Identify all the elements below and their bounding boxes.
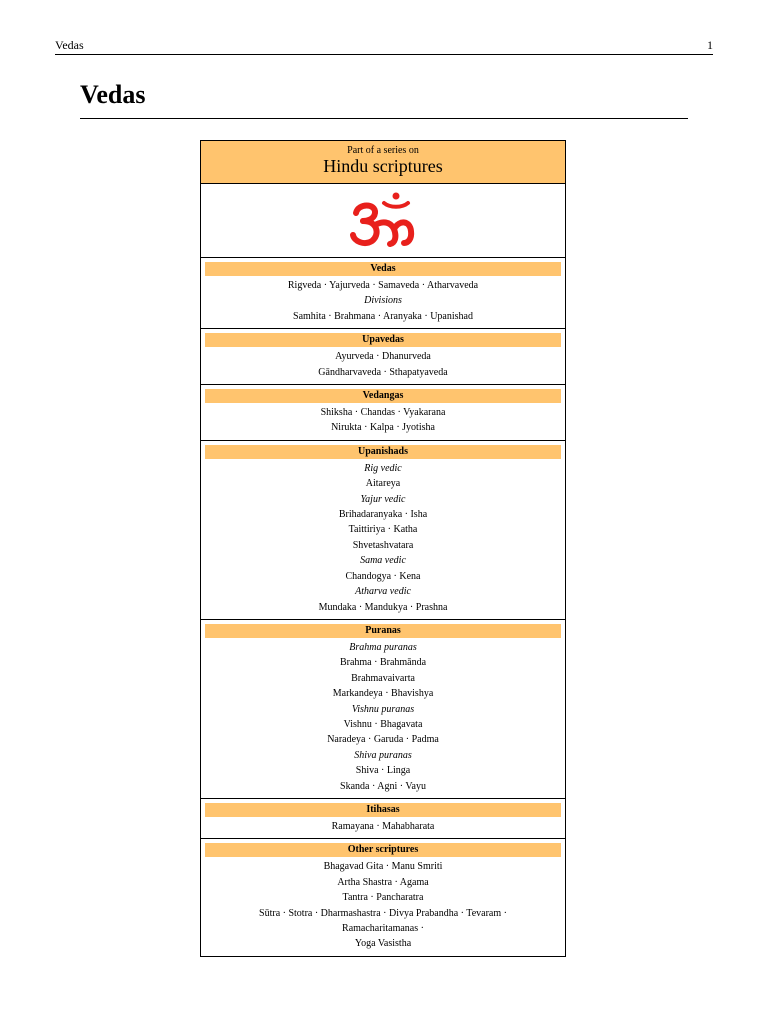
scripture-list-line: Ayurveda · Dhanurveda bbox=[335, 351, 431, 363]
scripture-list-line: Shvetashvatara bbox=[352, 539, 414, 551]
section-heading: Itihasas bbox=[205, 803, 561, 817]
scriptures-infobox bbox=[200, 140, 566, 957]
subsection-label: Sama vedic bbox=[360, 555, 406, 567]
scripture-list-line: Nirukta · Kalpa · Jyotisha bbox=[331, 422, 435, 434]
infobox-section bbox=[201, 258, 565, 329]
scripture-list-line: Rigveda · Yajurveda · Samaveda · Atharvaveda bbox=[287, 280, 479, 291]
scripture-list-line: Ramacharitamanas · bbox=[342, 923, 424, 934]
subsection-label: Rig vedic bbox=[364, 462, 402, 474]
subsection-label: Divisions bbox=[364, 295, 402, 307]
article-title: Vedas bbox=[80, 80, 146, 109]
scripture-list-line: Tantra · Pancharatra bbox=[342, 892, 424, 904]
subsection-label: Yajur vedic bbox=[360, 493, 406, 505]
om-symbol-icon bbox=[348, 191, 418, 251]
infobox-pre-title: Part of a series on bbox=[347, 145, 419, 156]
scripture-list-line: Brahmavaivarta bbox=[351, 672, 415, 684]
scripture-list-line: Naradeya · Garuda · Padma bbox=[327, 734, 439, 746]
infobox-header bbox=[201, 141, 565, 184]
scripture-list-line: Sūtra · Stotra · Dharmashastra · Divya Prabandha · Tevaram · bbox=[259, 907, 507, 919]
infobox-section bbox=[201, 385, 565, 441]
infobox-section bbox=[201, 839, 565, 955]
section-heading: Vedas bbox=[205, 262, 561, 276]
scripture-list-line: Shiva · Linga bbox=[355, 765, 411, 777]
scripture-list-line: Gāndharvaveda · Sthapatyaveda bbox=[318, 366, 448, 378]
scripture-list-line: Vishnu · Bhagavata bbox=[343, 718, 423, 730]
infobox-title: Hindu scriptures bbox=[323, 156, 443, 176]
scripture-list-line: Brihadaranyaka · Isha bbox=[338, 509, 428, 521]
scripture-list-line: Aitareya bbox=[365, 478, 401, 490]
infobox-section bbox=[201, 329, 565, 385]
scripture-list-line: Bhagavad Gita · Manu Smriti bbox=[323, 861, 443, 873]
scripture-list-line: Brahma · Brahmānda bbox=[339, 657, 427, 669]
scripture-list-line: Mundaka · Mandukya · Prashna bbox=[318, 601, 448, 613]
running-header bbox=[55, 38, 713, 55]
infobox-symbol bbox=[201, 184, 565, 258]
scripture-list-line: Yoga Vasistha bbox=[354, 938, 412, 950]
scripture-list-line: Chandogya · Kena bbox=[345, 570, 421, 582]
scripture-list-line: Artha Shastra · Agama bbox=[337, 876, 429, 888]
subsection-label: Brahma puranas bbox=[349, 641, 417, 653]
subsection-label: Vishnu puranas bbox=[351, 703, 415, 715]
page-number: 1 bbox=[707, 38, 713, 52]
subsection-label: Shiva puranas bbox=[354, 749, 412, 761]
section-heading: Vedangas bbox=[205, 389, 561, 403]
section-heading: Puranas bbox=[205, 624, 561, 638]
scripture-list-line: Skanda · Agni · Vayu bbox=[340, 780, 426, 792]
infobox-section bbox=[201, 620, 565, 799]
scripture-list-line: Shiksha · Chandas · Vyakarana bbox=[320, 407, 446, 419]
infobox-sections bbox=[201, 258, 565, 956]
section-heading: Upavedas bbox=[205, 333, 561, 347]
scripture-list-line: Markandeya · Bhavishya bbox=[332, 688, 434, 700]
scripture-list-line: Samhita · Brahmana · Aranyaka · Upanishad bbox=[293, 310, 473, 322]
section-heading: Other scriptures bbox=[205, 843, 561, 857]
scripture-list-line: Taittiriya · Katha bbox=[348, 524, 418, 536]
infobox-section bbox=[201, 441, 565, 620]
running-header-title: Vedas bbox=[55, 38, 84, 52]
subsection-label: Atharva vedic bbox=[355, 586, 411, 598]
section-heading: Upanishads bbox=[205, 445, 561, 459]
title-rule bbox=[80, 118, 688, 119]
infobox-section bbox=[201, 799, 565, 839]
scripture-list-line: Ramayana · Mahabharata bbox=[331, 820, 435, 832]
